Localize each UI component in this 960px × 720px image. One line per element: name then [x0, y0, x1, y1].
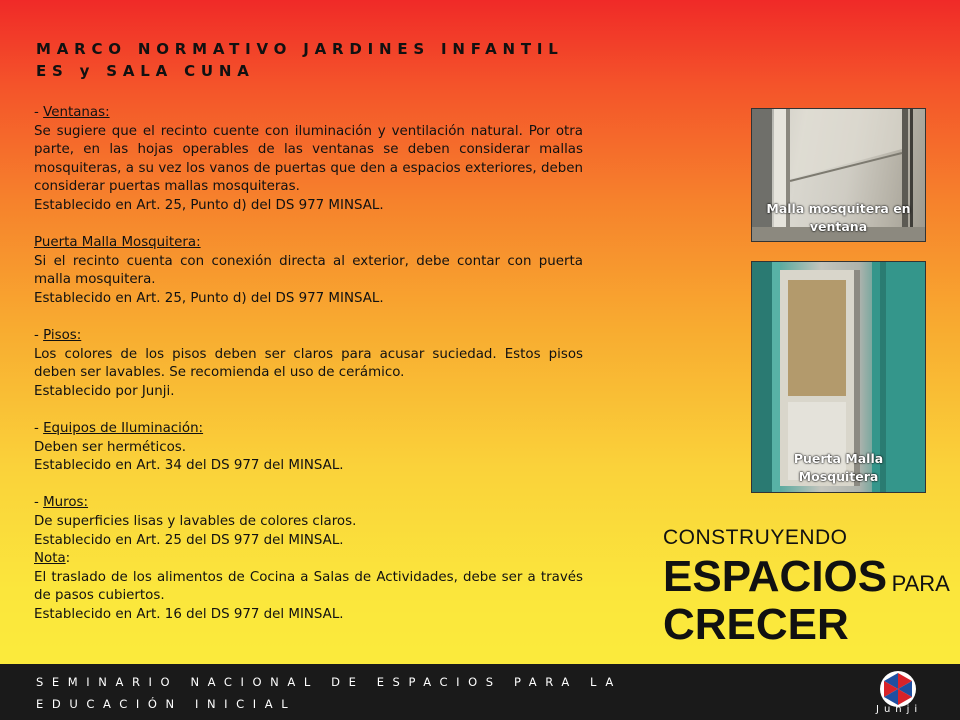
- ventanas-prefix: -: [34, 105, 44, 120]
- slide-title-line2: ES y SALA CUNA: [36, 62, 255, 80]
- window-mesh-caption: Malla mosquitera en ventana: [766, 201, 911, 234]
- nota-source: Establecido en Art. 16 del DS 977 del MINSAL.: [34, 607, 344, 623]
- mesh-door-caption-line2: Mosquitera: [798, 469, 879, 484]
- junji-logo-icon: [878, 669, 918, 709]
- iluminacion-text: Deben ser herméticos.: [34, 439, 187, 455]
- iluminacion-heading: Equipos de Iluminación:: [43, 421, 204, 437]
- brand-line-crecer: CRECER: [663, 600, 849, 649]
- junji-logo-text: Junji: [876, 704, 923, 715]
- brand-line-construyendo: CONSTRUYENDO: [663, 526, 848, 549]
- pisos-prefix: -: [34, 328, 44, 344]
- footer-bar: [0, 664, 960, 720]
- slide-title: [36, 38, 596, 82]
- pisos-text: Los colores de los pisos deben ser claros para acusar suciedad. Estos pisos deben ser lavables. Se recomienda el uso de cerámico.: [34, 346, 583, 381]
- iluminacion-heading-line: [34, 420, 583, 439]
- puerta-text: Si el recinto cuenta con conexión directa al exterior, debe contar con puerta malla mosquitera.: [34, 253, 583, 288]
- window-mesh-photo: [751, 108, 926, 242]
- iluminacion-source: Establecido en Art. 34 del DS 977 del MINSAL.: [34, 458, 344, 474]
- mesh-door-caption-line1: Puerta Malla: [793, 451, 884, 466]
- ventanas-source: Establecido en Art. 25, Punto d) del DS 977 MINSAL.: [34, 197, 384, 213]
- iluminacion-prefix: -: [34, 421, 44, 437]
- footer-seminar-line2: EDUCACIÓN INICIAL: [36, 697, 297, 711]
- ventanas-heading: Ventanas:: [43, 105, 110, 120]
- ventanas-text: Se sugiere que el recinto cuente con iluminación y ventilación natural. Por otra parte, en las hojas operables de las ventanas se deben considerar mallas mosquiteras, a su vez los vanos de puertas que den a espacios exteriores, deben considerar puertas mallas mosquiteras.: [34, 123, 583, 195]
- ventanas-heading-line: [34, 104, 583, 123]
- muros-source: Establecido en Art. 25 del DS 977 del MINSAL.: [34, 532, 344, 548]
- footer-seminar-line1: SEMINARIO NACIONAL DE ESPACIOS PARA LA: [36, 675, 622, 689]
- brand-para: PARA: [891, 571, 950, 596]
- nota-heading: Nota: [34, 551, 66, 567]
- muros-prefix: -: [34, 495, 44, 511]
- mesh-door-caption: [752, 450, 925, 486]
- regulations-text: [34, 104, 583, 625]
- muros-heading: Muros:: [43, 495, 89, 511]
- brand-line-espacios: [663, 552, 950, 602]
- pisos-heading-line: [34, 327, 583, 346]
- pisos-source: Establecido por Junji.: [34, 383, 175, 399]
- nota-heading-line: [34, 550, 583, 569]
- pisos-heading: Pisos:: [43, 328, 82, 344]
- muros-text: De superficies lisas y lavables de colores claros.: [34, 514, 357, 530]
- puerta-heading-line: [34, 234, 583, 253]
- nota-text: El traslado de los alimentos de Cocina a Salas de Actividades, debe ser a través de pasos cubiertos.: [34, 569, 583, 604]
- mesh-door-photo: [751, 261, 926, 493]
- puerta-source: Establecido en Art. 25, Punto d) del DS 977 MINSAL.: [34, 290, 384, 306]
- nota-suffix: :: [65, 551, 71, 567]
- muros-heading-line: [34, 494, 583, 513]
- puerta-heading: Puerta Malla Mosquitera:: [34, 235, 201, 251]
- brand-espacios: ESPACIOS: [663, 552, 888, 601]
- slide-title-line1: MARCO NORMATIVO JARDINES INFANTIL: [36, 40, 564, 58]
